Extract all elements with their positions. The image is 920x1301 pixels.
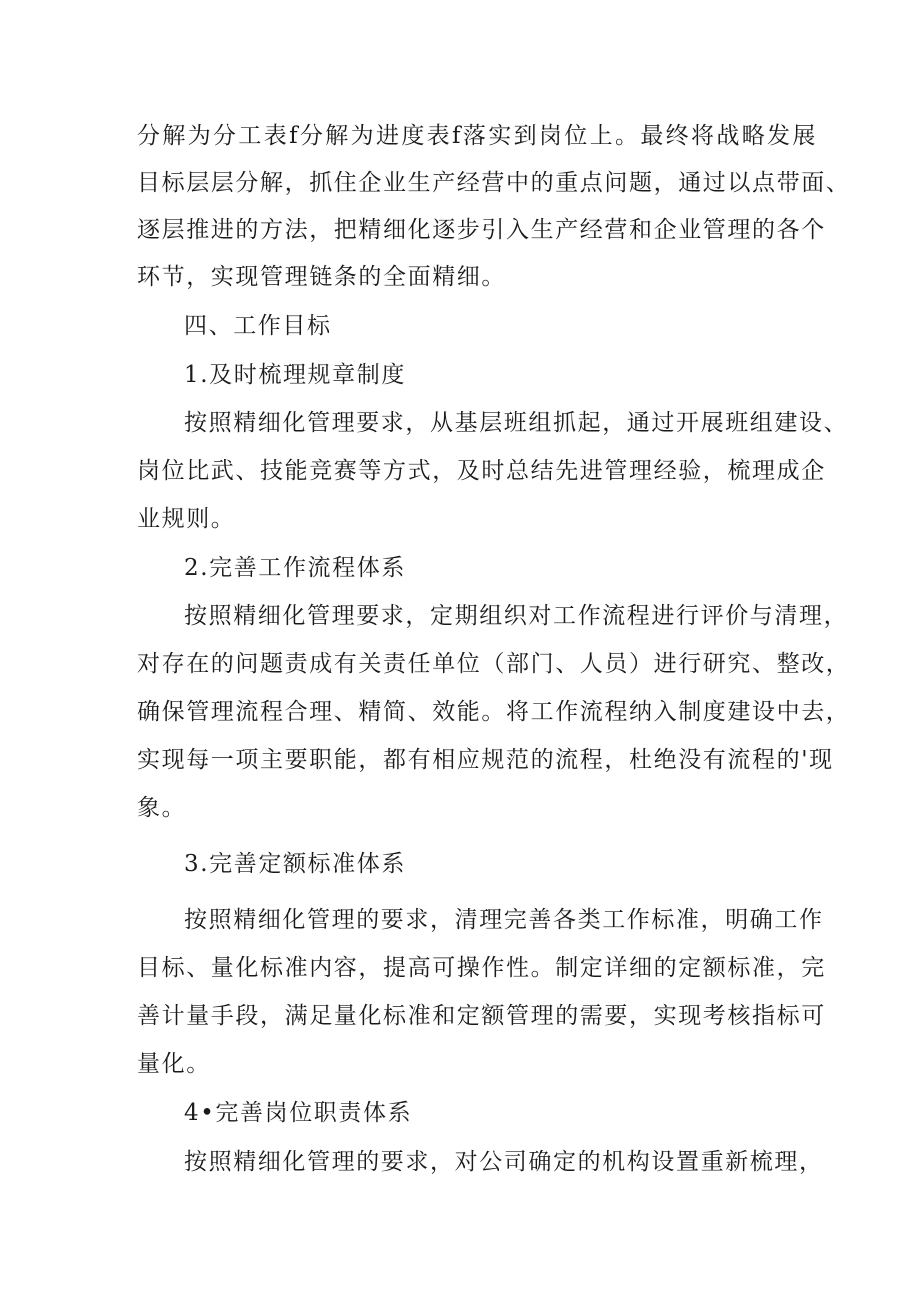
paragraph-line: 善计量手段，满足量化标准和定额管理的需要，实现考核指标可 (137, 1003, 826, 1029)
paragraph-line: 目标层层分解，抓住企业生产经营中的重点问题，通过以点带面、 (137, 170, 851, 196)
paragraph-line: 逐层推进的方法，把精细化逐步引入生产经营和企业管理的各个 (137, 217, 826, 243)
paragraph-line: 实现每一项主要职能，都有相应规范的流程，杜绝没有流程的'现 (137, 747, 834, 773)
subsection-heading: 1.及时梳理规章制度 (184, 362, 406, 388)
subsection-heading: 4•完善岗位职责体系 (184, 1100, 413, 1126)
section-heading: 四、工作目标 (184, 313, 332, 339)
paragraph-line: 分解为分工表f分解为进度表f落实到岗位上。最终将战略发展 (137, 123, 817, 149)
paragraph-line: 对存在的问题责成有关责任单位（部门、人员）进行研究、整改， (137, 651, 851, 677)
paragraph-line: 象。 (137, 795, 187, 821)
paragraph-line: 目标、量化标准内容，提高可操作性。制定详细的定额标准，完 (137, 955, 826, 981)
subsection-heading: 2.完善工作流程体系 (184, 555, 406, 581)
paragraph-line: 环节，实现管理链条的全面精细。 (137, 264, 506, 290)
paragraph-line: 量化。 (137, 1051, 211, 1077)
paragraph-line: 岗位比武、技能竞赛等方式，及时总结先进管理经验，梳理成企 (137, 458, 826, 484)
paragraph-line: 按照精细化管理的要求，清理完善各类工作标准，明确工作 (184, 907, 824, 933)
paragraph-line: 按照精细化管理的要求，对公司确定的机构设置重新梳理， (184, 1149, 824, 1175)
paragraph-line: 确保管理流程合理、精简、效能。将工作流程纳入制度建设中去， (137, 699, 851, 725)
paragraph-line: 按照精细化管理要求，从基层班组抓起，通过开展班组建设、 (184, 410, 849, 436)
paragraph-line: 按照精细化管理要求，定期组织对工作流程进行评价与清理， (184, 603, 849, 629)
subsection-heading: 3.完善定额标准体系 (184, 851, 406, 877)
paragraph-line: 业规则。 (137, 506, 236, 532)
